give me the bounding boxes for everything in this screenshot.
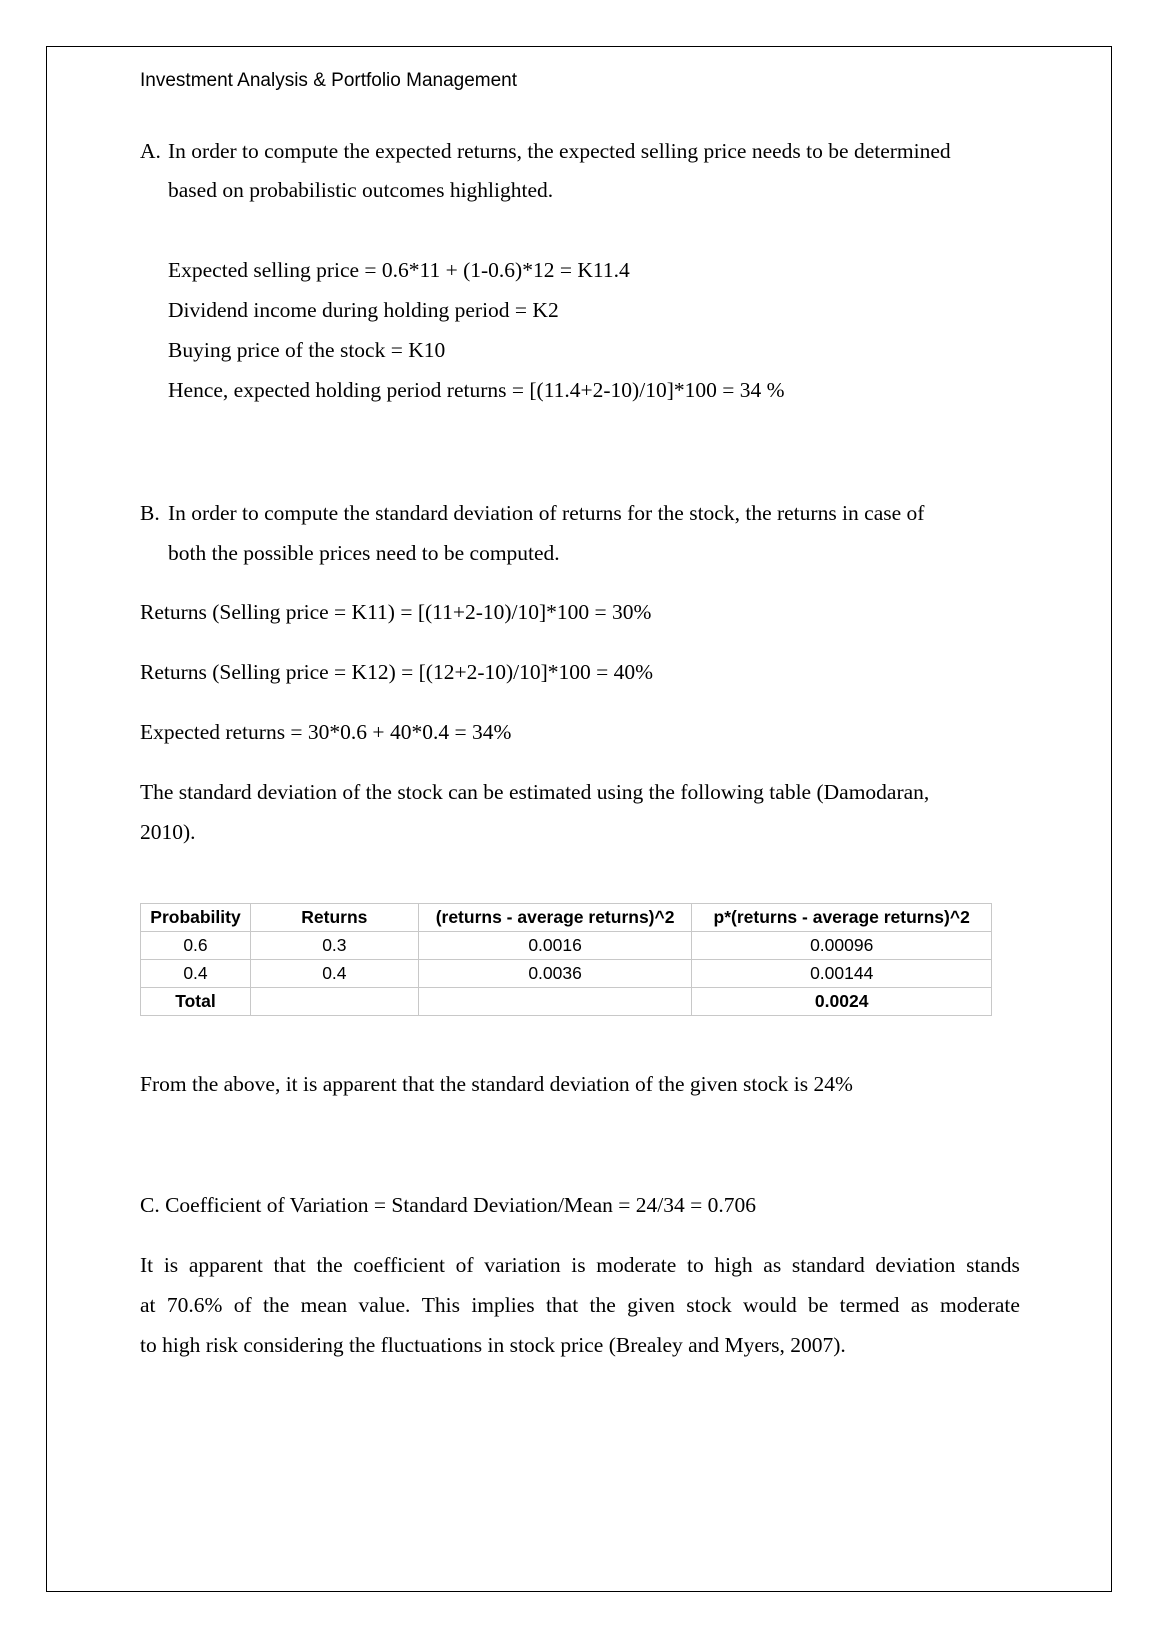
buying-price-line: Buying price of the stock = K10 bbox=[168, 338, 446, 362]
word: value. bbox=[358, 1293, 411, 1317]
table-cell: 0.00144 bbox=[692, 960, 992, 988]
word: that bbox=[545, 1293, 579, 1317]
word: mean bbox=[300, 1293, 348, 1317]
word: apparent bbox=[188, 1253, 263, 1277]
word: is bbox=[163, 1253, 179, 1277]
word: as bbox=[910, 1293, 929, 1317]
word: the bbox=[589, 1293, 616, 1317]
table-cell: 0.4 bbox=[141, 960, 251, 988]
table-intro-line1: The standard deviation of the stock can be estimated using the following table (Damodaran, bbox=[140, 780, 930, 804]
total-value-cell: 0.0024 bbox=[692, 988, 992, 1016]
word: of bbox=[233, 1293, 252, 1317]
word: variation bbox=[484, 1253, 561, 1277]
word: It bbox=[140, 1253, 154, 1277]
word: 70.6% bbox=[166, 1293, 223, 1317]
dividend-income-line: Dividend income during holding period = K2 bbox=[168, 298, 559, 322]
word: given bbox=[627, 1293, 675, 1317]
header-returns: Returns bbox=[250, 904, 418, 932]
section-c-para-line3: to high risk considering the fluctuations in stock price (Brealey and Myers, 2007). bbox=[140, 1333, 846, 1357]
word: would bbox=[742, 1293, 797, 1317]
word: the bbox=[316, 1253, 343, 1277]
table-intro-line2: 2010). bbox=[140, 820, 196, 844]
total-label-cell: Total bbox=[141, 988, 251, 1016]
word: standard bbox=[791, 1253, 865, 1277]
table-total-row bbox=[141, 988, 992, 1016]
table-cell: 0.3 bbox=[250, 932, 418, 960]
returns-k11-line: Returns (Selling price = K11) = [(11+2-10)/10]*100 = 30% bbox=[140, 600, 652, 624]
header-probability: Probability bbox=[141, 904, 251, 932]
table-cell: 0.4 bbox=[250, 960, 418, 988]
word: high bbox=[714, 1253, 753, 1277]
table-row bbox=[141, 932, 992, 960]
table-cell: 0.00096 bbox=[692, 932, 992, 960]
word: deviation bbox=[875, 1253, 956, 1277]
word: moderate bbox=[939, 1293, 1020, 1317]
word: that bbox=[273, 1253, 306, 1277]
section-a-intro-line1 bbox=[140, 141, 951, 163]
section-b-intro-line2: both the possible prices need to be computed. bbox=[168, 541, 560, 565]
word: at bbox=[140, 1293, 156, 1317]
word: of bbox=[455, 1253, 474, 1277]
document-header: Investment Analysis & Portfolio Management bbox=[140, 70, 518, 91]
table-header-row bbox=[141, 904, 992, 932]
table-cell: 0.6 bbox=[141, 932, 251, 960]
header-weighted-squared-deviation: p*(returns - average returns)^2 bbox=[692, 904, 992, 932]
word: coefficient bbox=[353, 1253, 445, 1277]
word: moderate bbox=[596, 1253, 677, 1277]
header-squared-deviation: (returns - average returns)^2 bbox=[418, 904, 692, 932]
table-cell bbox=[250, 988, 418, 1016]
expected-returns-line: Expected returns = 30*0.6 + 40*0.4 = 34% bbox=[140, 720, 512, 744]
word: is bbox=[571, 1253, 586, 1277]
expected-selling-price-line: Expected selling price = 0.6*11 + (1-0.6)*12 = K11.4 bbox=[168, 258, 630, 282]
section-b-intro-text: In order to compute the standard deviation of returns for the stock, the returns in case of bbox=[168, 501, 925, 525]
word: as bbox=[763, 1253, 782, 1277]
section-a-intro-text: In order to compute the expected returns, the expected selling price needs to be determined bbox=[168, 139, 951, 163]
word: This bbox=[421, 1293, 460, 1317]
table-row bbox=[141, 960, 992, 988]
section-b-label: B. bbox=[140, 501, 160, 525]
word: stands bbox=[966, 1253, 1020, 1277]
word: termed bbox=[839, 1293, 900, 1317]
table-cell: 0.0016 bbox=[418, 932, 692, 960]
section-a-intro-line2: based on probabilistic outcomes highlighted. bbox=[168, 178, 554, 202]
coefficient-of-variation-line: C. Coefficient of Variation = Standard Deviation/Mean = 24/34 = 0.706 bbox=[140, 1193, 756, 1217]
word: stock bbox=[686, 1293, 732, 1317]
word: the bbox=[262, 1293, 290, 1317]
std-dev-conclusion-line: From the above, it is apparent that the standard deviation of the given stock is 24% bbox=[140, 1072, 853, 1096]
word: to bbox=[686, 1253, 704, 1277]
section-b-intro-line1 bbox=[140, 503, 924, 525]
table-cell: 0.0036 bbox=[418, 960, 692, 988]
section-c-para-line2 bbox=[140, 1295, 1020, 1317]
word: be bbox=[808, 1293, 829, 1317]
returns-k12-line: Returns (Selling price = K12) = [(12+2-10)/10]*100 = 40% bbox=[140, 660, 654, 684]
word: implies bbox=[471, 1293, 535, 1317]
section-a-label: A. bbox=[140, 139, 161, 163]
table-cell bbox=[418, 988, 692, 1016]
section-c-para-line1 bbox=[140, 1255, 1020, 1277]
std-dev-table bbox=[140, 903, 992, 1016]
holding-period-returns-line: Hence, expected holding period returns = [(11.4+2-10)/10]*100 = 34 % bbox=[168, 378, 785, 402]
